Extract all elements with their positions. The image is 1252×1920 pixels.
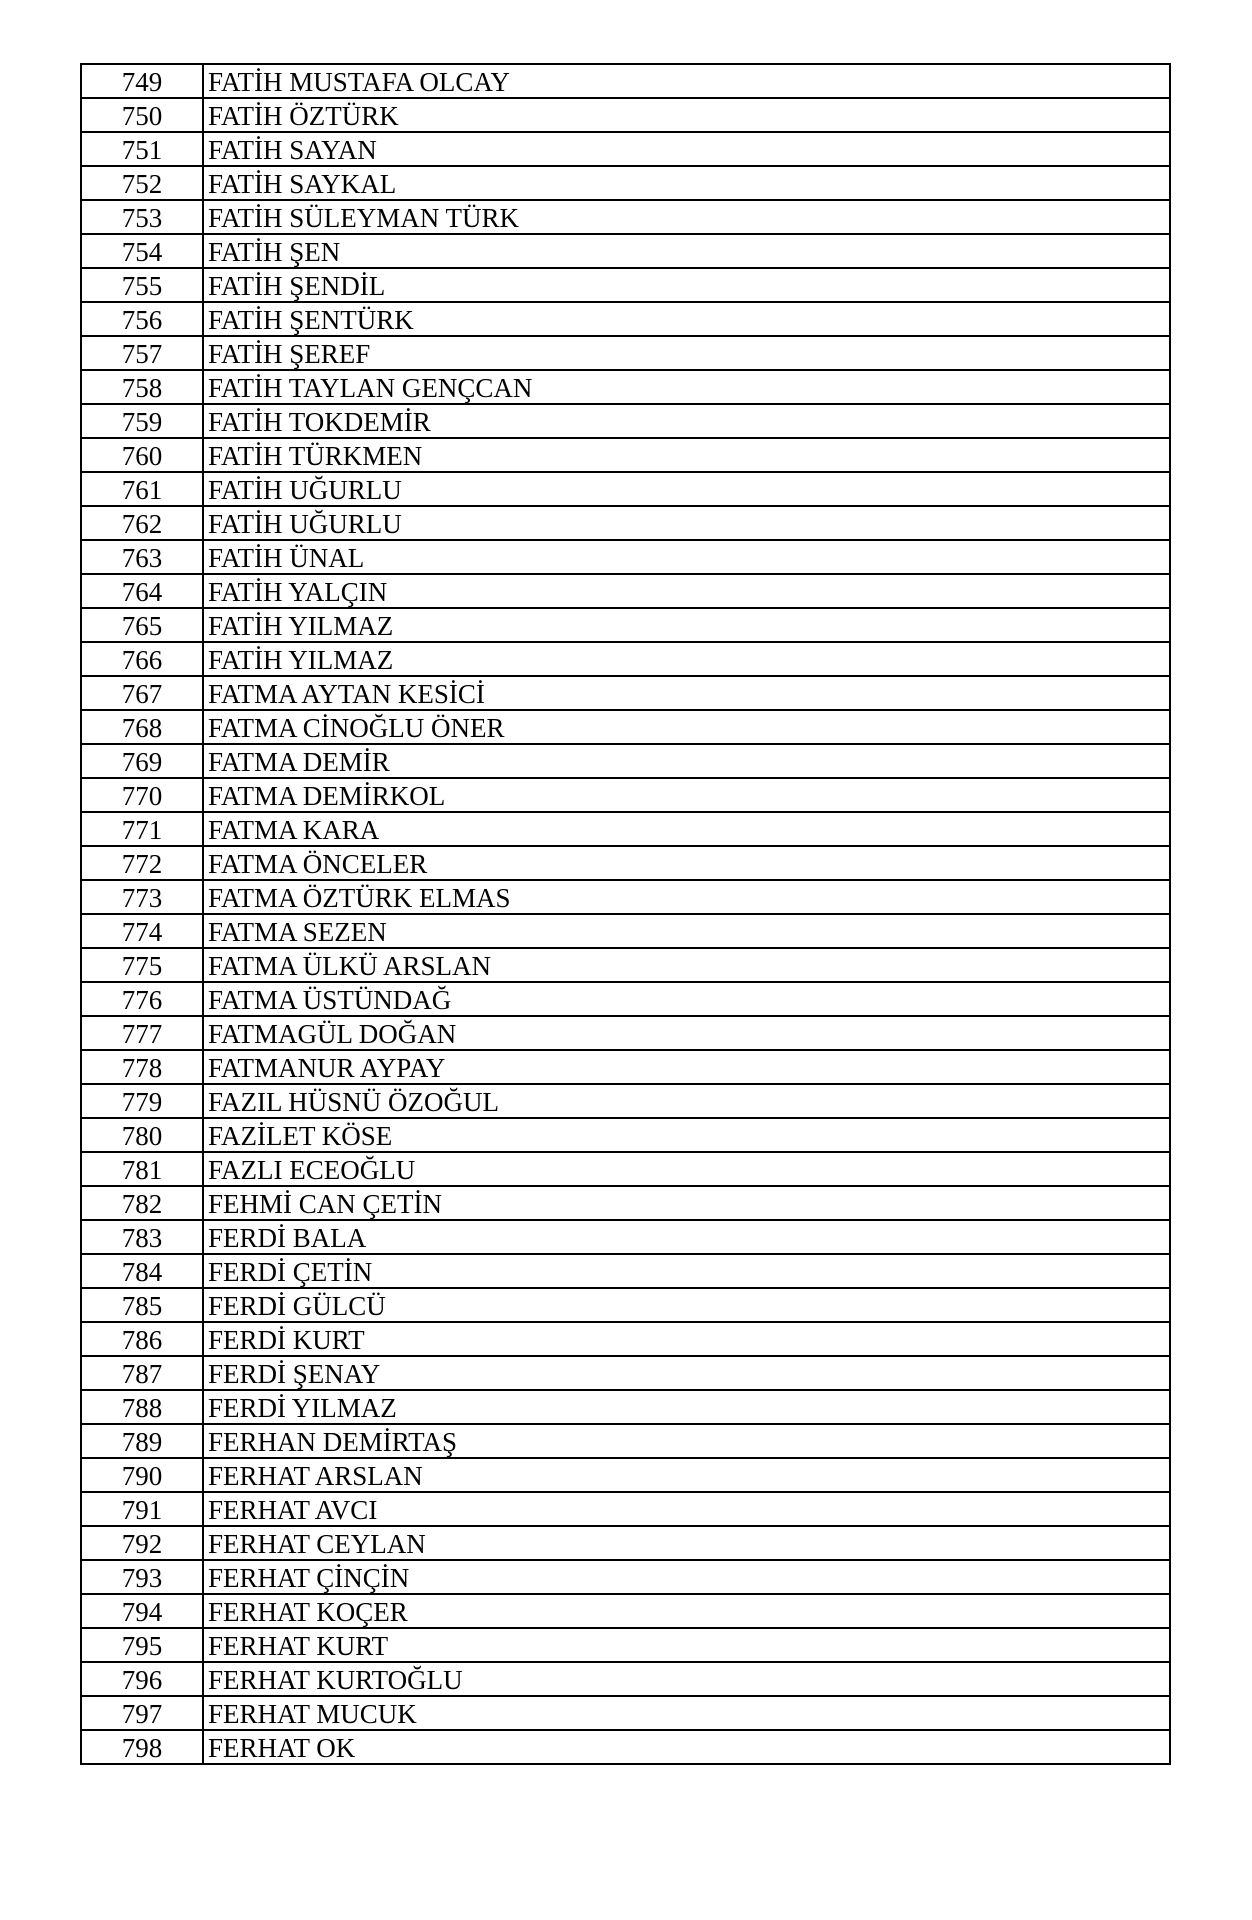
row-name: FATMA ÜSTÜNDAĞ [203, 982, 1170, 1016]
table-row [81, 1118, 1170, 1152]
row-name: FATİH TAYLAN GENÇCAN [203, 370, 1170, 404]
row-number: 772 [81, 846, 203, 880]
table-row [81, 880, 1170, 914]
table-row [81, 1254, 1170, 1288]
table-row [81, 1390, 1170, 1424]
table-row [81, 1322, 1170, 1356]
table-row [81, 472, 1170, 506]
table-row [81, 1186, 1170, 1220]
row-name: FATİH ŞEREF [203, 336, 1170, 370]
row-name: FATMA DEMİRKOL [203, 778, 1170, 812]
table-row [81, 268, 1170, 302]
row-name: FERHAT KURTOĞLU [203, 1662, 1170, 1696]
table-row [81, 64, 1170, 98]
name-list-body [81, 64, 1170, 1764]
row-name: FATMA AYTAN KESİCİ [203, 676, 1170, 710]
row-number: 798 [81, 1730, 203, 1764]
row-name: FATİH YILMAZ [203, 608, 1170, 642]
row-name: FATİH TOKDEMİR [203, 404, 1170, 438]
row-number: 787 [81, 1356, 203, 1390]
table-row [81, 506, 1170, 540]
row-number: 754 [81, 234, 203, 268]
row-name: FAZİLET KÖSE [203, 1118, 1170, 1152]
table-row [81, 98, 1170, 132]
row-name: FATİH ŞEN [203, 234, 1170, 268]
row-number: 760 [81, 438, 203, 472]
table-row [81, 1696, 1170, 1730]
row-name: FATİH SAYKAL [203, 166, 1170, 200]
row-name: FEHMİ CAN ÇETİN [203, 1186, 1170, 1220]
row-number: 781 [81, 1152, 203, 1186]
row-number: 758 [81, 370, 203, 404]
row-number: 774 [81, 914, 203, 948]
row-name: FERHAT CEYLAN [203, 1526, 1170, 1560]
row-number: 755 [81, 268, 203, 302]
row-name: FERHAN DEMİRTAŞ [203, 1424, 1170, 1458]
table-row [81, 1560, 1170, 1594]
row-number: 750 [81, 98, 203, 132]
row-number: 793 [81, 1560, 203, 1594]
row-number: 753 [81, 200, 203, 234]
row-name: FERHAT ÇİNÇİN [203, 1560, 1170, 1594]
row-name: FATMA ÖNCELER [203, 846, 1170, 880]
row-number: 763 [81, 540, 203, 574]
name-list-table [80, 63, 1171, 1765]
row-name: FATMANUR AYPAY [203, 1050, 1170, 1084]
row-number: 776 [81, 982, 203, 1016]
row-name: FAZLI ECEOĞLU [203, 1152, 1170, 1186]
table-row [81, 132, 1170, 166]
row-name: FATİH SÜLEYMAN TÜRK [203, 200, 1170, 234]
table-row [81, 948, 1170, 982]
row-number: 779 [81, 1084, 203, 1118]
row-name: FATİH YALÇIN [203, 574, 1170, 608]
row-number: 775 [81, 948, 203, 982]
table-row [81, 1016, 1170, 1050]
row-number: 768 [81, 710, 203, 744]
row-number: 769 [81, 744, 203, 778]
table-row [81, 1288, 1170, 1322]
table-row [81, 982, 1170, 1016]
row-name: FERDİ BALA [203, 1220, 1170, 1254]
row-name: FERHAT KOÇER [203, 1594, 1170, 1628]
table-row [81, 574, 1170, 608]
row-name: FATİH YILMAZ [203, 642, 1170, 676]
table-row [81, 1084, 1170, 1118]
row-name: FERHAT MUCUK [203, 1696, 1170, 1730]
table-row [81, 1730, 1170, 1764]
row-name: FATİH MUSTAFA OLCAY [203, 64, 1170, 98]
row-number: 783 [81, 1220, 203, 1254]
row-number: 794 [81, 1594, 203, 1628]
row-name: FERDİ GÜLCÜ [203, 1288, 1170, 1322]
row-number: 780 [81, 1118, 203, 1152]
table-row [81, 1152, 1170, 1186]
row-name: FERDİ YILMAZ [203, 1390, 1170, 1424]
table-row [81, 744, 1170, 778]
row-number: 795 [81, 1628, 203, 1662]
row-number: 791 [81, 1492, 203, 1526]
table-row [81, 778, 1170, 812]
row-name: FERHAT OK [203, 1730, 1170, 1764]
table-row [81, 608, 1170, 642]
row-number: 785 [81, 1288, 203, 1322]
row-number: 786 [81, 1322, 203, 1356]
row-number: 777 [81, 1016, 203, 1050]
row-name: FATİH ŞENTÜRK [203, 302, 1170, 336]
row-number: 797 [81, 1696, 203, 1730]
row-number: 792 [81, 1526, 203, 1560]
table-row [81, 1220, 1170, 1254]
table-row [81, 200, 1170, 234]
row-name: FATİH ÜNAL [203, 540, 1170, 574]
row-number: 796 [81, 1662, 203, 1696]
row-name: FERHAT KURT [203, 1628, 1170, 1662]
table-row [81, 914, 1170, 948]
row-number: 751 [81, 132, 203, 166]
table-row [81, 1356, 1170, 1390]
row-number: 789 [81, 1424, 203, 1458]
row-name: FATİH UĞURLU [203, 506, 1170, 540]
table-row [81, 1050, 1170, 1084]
row-name: FATMA CİNOĞLU ÖNER [203, 710, 1170, 744]
row-number: 782 [81, 1186, 203, 1220]
table-row [81, 1526, 1170, 1560]
row-number: 773 [81, 880, 203, 914]
table-row [81, 846, 1170, 880]
row-number: 749 [81, 64, 203, 98]
table-row [81, 370, 1170, 404]
row-name: FATMA KARA [203, 812, 1170, 846]
table-row [81, 1458, 1170, 1492]
row-number: 752 [81, 166, 203, 200]
row-name: FERHAT AVCI [203, 1492, 1170, 1526]
row-name: FAZIL HÜSNÜ ÖZOĞUL [203, 1084, 1170, 1118]
row-number: 765 [81, 608, 203, 642]
row-number: 764 [81, 574, 203, 608]
table-row [81, 812, 1170, 846]
row-number: 767 [81, 676, 203, 710]
row-name: FATMA DEMİR [203, 744, 1170, 778]
row-name: FATİH SAYAN [203, 132, 1170, 166]
table-row [81, 336, 1170, 370]
row-number: 756 [81, 302, 203, 336]
row-name: FATİH ŞENDİL [203, 268, 1170, 302]
table-row [81, 1492, 1170, 1526]
row-number: 757 [81, 336, 203, 370]
row-name: FATİH UĞURLU [203, 472, 1170, 506]
row-number: 766 [81, 642, 203, 676]
table-row [81, 166, 1170, 200]
row-name: FATİH TÜRKMEN [203, 438, 1170, 472]
row-number: 784 [81, 1254, 203, 1288]
row-number: 759 [81, 404, 203, 438]
table-row [81, 438, 1170, 472]
row-name: FERDİ ŞENAY [203, 1356, 1170, 1390]
row-number: 770 [81, 778, 203, 812]
row-number: 762 [81, 506, 203, 540]
row-number: 790 [81, 1458, 203, 1492]
table-row [81, 302, 1170, 336]
row-number: 771 [81, 812, 203, 846]
row-name: FATMA ÖZTÜRK ELMAS [203, 880, 1170, 914]
table-row [81, 540, 1170, 574]
table-row [81, 1594, 1170, 1628]
table-row [81, 1628, 1170, 1662]
row-number: 778 [81, 1050, 203, 1084]
row-name: FERDİ ÇETİN [203, 1254, 1170, 1288]
table-row [81, 234, 1170, 268]
row-number: 761 [81, 472, 203, 506]
row-name: FATİH ÖZTÜRK [203, 98, 1170, 132]
table-row [81, 1424, 1170, 1458]
table-row [81, 710, 1170, 744]
table-row [81, 1662, 1170, 1696]
table-row [81, 676, 1170, 710]
table-row [81, 404, 1170, 438]
row-name: FATMA SEZEN [203, 914, 1170, 948]
table-row [81, 642, 1170, 676]
row-number: 788 [81, 1390, 203, 1424]
row-name: FATMAGÜL DOĞAN [203, 1016, 1170, 1050]
row-name: FATMA ÜLKÜ ARSLAN [203, 948, 1170, 982]
row-name: FERDİ KURT [203, 1322, 1170, 1356]
row-name: FERHAT ARSLAN [203, 1458, 1170, 1492]
